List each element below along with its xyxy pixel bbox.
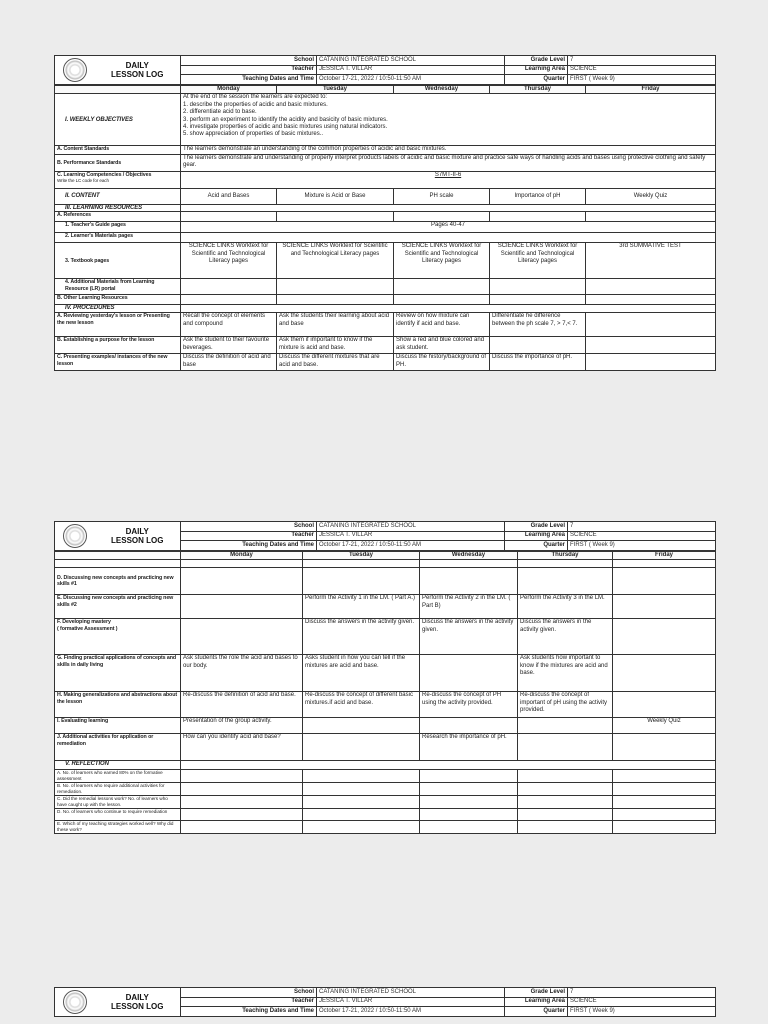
rowC-thu: Discuss the importance of pH. bbox=[490, 354, 586, 371]
ref-fri bbox=[586, 212, 716, 222]
rowB-thu bbox=[490, 337, 586, 354]
rowG-wed bbox=[420, 655, 518, 692]
textbook-mon: SCIENCE LINKS Worktext for Scientific and Technological Literacy pages bbox=[181, 243, 277, 279]
textbook-wed: SCIENCE LINKS Worktext for Scientific and Technological Literacy pages bbox=[394, 243, 490, 279]
dll-title: DAILY LESSON LOG bbox=[95, 988, 181, 1017]
rowA-label: A. Reviewing yesterday's lesson or Presenting the new lesson bbox=[55, 313, 181, 337]
dates-value: October 17-21, 2022 / 10:50-11:50 AM bbox=[317, 75, 505, 85]
reflection-e: E. Which of my teaching strategies worked well? Why did these work? bbox=[55, 821, 181, 834]
rowJ-fri bbox=[613, 734, 716, 761]
school-label: School bbox=[181, 522, 317, 532]
rowA-wed: Review on how mixture can identify if acid and base. bbox=[394, 313, 490, 337]
dates-label: Teaching Dates and Time bbox=[181, 541, 317, 551]
day-tuesday: Tuesday bbox=[277, 86, 394, 94]
rowF-thu: Discuss the answers in the activity given. bbox=[518, 619, 613, 655]
content-wed: PH scale bbox=[394, 188, 490, 204]
day-tuesday: Tuesday bbox=[303, 552, 420, 560]
other-tue bbox=[277, 295, 394, 305]
quarter-value: FIRST ( Week 9) bbox=[568, 1007, 716, 1017]
teacher-label: Teacher bbox=[181, 997, 317, 1007]
rowJ-tue bbox=[303, 734, 420, 761]
comp-label: C. Learning Competencies / Objectives Write the LC code for each bbox=[55, 171, 181, 188]
other-wed bbox=[394, 295, 490, 305]
dll-title: DAILY LESSON LOG bbox=[95, 522, 181, 551]
rowE-label: E. Discussing new concepts and practicing new skills #2 bbox=[55, 595, 181, 619]
quarter-label: Quarter bbox=[505, 75, 568, 85]
objectives-text: At the end of the session the learners are expected to: 1. describe the properties of acidic and basic mixtures. 2. differentiate acid to base. 3. perform an experiment to identify the acidity and basicity of basic mixtures. 4. investigate properties of acidic and basic mixtures using natural indicators. 5. show appreciation of properties of basic mixtures.. bbox=[181, 94, 716, 146]
rowF-tue: Discuss the answers in the activity given. bbox=[303, 619, 420, 655]
rowH-wed: Re-discuss the concept of PH using the activity provided. bbox=[420, 692, 518, 718]
day-wednesday: Wednesday bbox=[394, 86, 490, 94]
rowD-fri bbox=[613, 568, 716, 595]
content-std-label: A. Content Standards bbox=[55, 146, 181, 154]
grade-label: Grade Level bbox=[505, 522, 568, 532]
quarter-label: Quarter bbox=[505, 1007, 568, 1017]
dates-value: October 17-21, 2022 / 10:50-11:50 AM bbox=[317, 541, 505, 551]
teacher-label: Teacher bbox=[181, 531, 317, 541]
resources-label: III. LEARNING RESOURCES bbox=[55, 204, 181, 212]
grade-value: 7 bbox=[568, 56, 716, 66]
tg-pages: Pages 40-47 bbox=[181, 222, 716, 233]
content-label: II. CONTENT bbox=[55, 188, 181, 204]
rowG-label: G. Finding practical applications of concepts and skills in daily living bbox=[55, 655, 181, 692]
rowC-label: C. Presenting examples/ instances of the new lesson bbox=[55, 354, 181, 371]
rowE-tue: Perform the Activity 1 in the LM. ( Part A.) bbox=[303, 595, 420, 619]
ref-thu bbox=[490, 212, 586, 222]
quarter-value: FIRST ( Week 9) bbox=[568, 75, 716, 85]
perf-std-text: The learners demonstrate and understanding of properly interpret products labels of acidic and basic mixture and practice safe ways of handling acids and bases using protective clothing and safety gear. bbox=[181, 154, 716, 171]
ref-wed bbox=[394, 212, 490, 222]
school-label: School bbox=[181, 56, 317, 66]
lm-label: 2. Learner's Materials pages bbox=[55, 233, 181, 243]
day-monday: Monday bbox=[181, 86, 277, 94]
day-blank bbox=[55, 552, 181, 560]
day-blank bbox=[55, 86, 181, 94]
school-value: CATANING INTEGRATED SCHOOL bbox=[317, 56, 505, 66]
grade-value: 7 bbox=[568, 988, 716, 998]
rowE-wed: Perform the Activity 2 in the LM. ( Part B) bbox=[420, 595, 518, 619]
content-thu: Importance of pH bbox=[490, 188, 586, 204]
content-tue: Mixture is Acid or Base bbox=[277, 188, 394, 204]
dates-label: Teaching Dates and Time bbox=[181, 75, 317, 85]
content-std-text: The learners demonstrate an understanding of the common properties of acidic and basic mixtures. bbox=[181, 146, 716, 154]
rowI-fri: Weekly Quiz bbox=[613, 718, 716, 734]
rowB-fri bbox=[586, 337, 716, 354]
lr-thu bbox=[490, 279, 586, 295]
references-label: A. References bbox=[55, 212, 181, 222]
rowA-thu: Differentiate he difference between the ph scale 7, > 7,< 7. bbox=[490, 313, 586, 337]
rowJ-mon: How can you identify acid and base? bbox=[181, 734, 303, 761]
grade-label: Grade Level bbox=[505, 988, 568, 998]
rowE-mon bbox=[181, 595, 303, 619]
rowD-mon bbox=[181, 568, 303, 595]
rowJ-thu bbox=[518, 734, 613, 761]
reflection-blank bbox=[181, 761, 716, 770]
day-friday: Friday bbox=[613, 552, 716, 560]
rowG-tue: Asks student in how you can tell if the mixtures are acid and base. bbox=[303, 655, 420, 692]
dates-label: Teaching Dates and Time bbox=[181, 1007, 317, 1017]
textbook-thu: SCIENCE LINKS Worktext for Scientific and Technological Literacy pages bbox=[490, 243, 586, 279]
rowJ-wed: Research the importance of pH. bbox=[420, 734, 518, 761]
header-table-3 bbox=[54, 987, 716, 1017]
lm-blank bbox=[181, 233, 716, 243]
rowI-tue bbox=[303, 718, 420, 734]
rowH-label: H. Making generalizations and abstractions about the lesson bbox=[55, 692, 181, 718]
rowD-label: D. Discussing new concepts and practicing new skills #1 bbox=[55, 568, 181, 595]
reflection-b: B. No. of learners who require additional activities for remediation. bbox=[55, 783, 181, 796]
rowB-wed: Show a red and blue colored and ask student. bbox=[394, 337, 490, 354]
rowD-thu bbox=[518, 568, 613, 595]
teacher-value: JESSICA T. VILLAR bbox=[317, 997, 505, 1007]
rowJ-label: J. Additional activities for application or remediation bbox=[55, 734, 181, 761]
rowB-tue: Ask them if important to know if the mixture is acid and base. bbox=[277, 337, 394, 354]
header-table-2 bbox=[54, 521, 716, 551]
area-value: SCIENCE bbox=[568, 531, 716, 541]
day-friday: Friday bbox=[586, 86, 716, 94]
textbook-tue: SCIENCE LINKS Worktext for Scientific and Technological Literacy pages bbox=[277, 243, 394, 279]
dates-value: October 17-21, 2022 / 10:50-11:50 AM bbox=[317, 1007, 505, 1017]
other-label: B. Other Learning Resources bbox=[55, 295, 181, 305]
rowH-mon: Re-discuss the definition of acid and base. bbox=[181, 692, 303, 718]
other-mon bbox=[181, 295, 277, 305]
lr-label: 4. Additional Materials from Learning Resource (LR) portal bbox=[55, 279, 181, 295]
rowF-label: F. Developing mastery ( formative Assessment ) bbox=[55, 619, 181, 655]
objectives-label: I. WEEKLY OBJECTIVES bbox=[55, 94, 181, 146]
other-fri bbox=[586, 295, 716, 305]
reflection-d: D. No. of learners who continue to require remediation bbox=[55, 809, 181, 821]
deped-seal-cell bbox=[55, 988, 95, 1017]
resources-blank bbox=[181, 204, 716, 212]
deped-seal-icon bbox=[63, 990, 87, 1014]
perf-std-label: B. Performance Standards bbox=[55, 154, 181, 171]
deped-seal-cell bbox=[55, 56, 95, 85]
rowI-label: I. Evaluating learning bbox=[55, 718, 181, 734]
days-row bbox=[55, 86, 716, 94]
rowF-mon bbox=[181, 619, 303, 655]
textbook-fri: 3rd SUMMATIVE TEST bbox=[586, 243, 716, 279]
rowA-mon: Recall the concept of elements and compound bbox=[181, 313, 277, 337]
quarter-label: Quarter bbox=[505, 541, 568, 551]
rowC-fri bbox=[586, 354, 716, 371]
lesson-table-2 bbox=[54, 551, 716, 834]
rowC-wed: Discuss the history/background of PH. bbox=[394, 354, 490, 371]
rowA-tue: Ask the students their learning about acid and base bbox=[277, 313, 394, 337]
deped-seal-icon bbox=[63, 58, 87, 82]
rowH-thu: Re-discuss the concept of important of pH using the activity provided. bbox=[518, 692, 613, 718]
rowA-fri bbox=[586, 313, 716, 337]
deped-seal-icon bbox=[63, 524, 87, 548]
textbook-label: 3. Textbook pages bbox=[55, 243, 181, 279]
spacer-row bbox=[55, 560, 716, 568]
rowG-thu: Ask students how important to know if the mixtures are acid and base. bbox=[518, 655, 613, 692]
ref-tue bbox=[277, 212, 394, 222]
rowG-fri bbox=[613, 655, 716, 692]
lr-tue bbox=[277, 279, 394, 295]
area-label: Learning Area bbox=[505, 997, 568, 1007]
day-wednesday: Wednesday bbox=[420, 552, 518, 560]
quarter-value: FIRST ( Week 9) bbox=[568, 541, 716, 551]
rowC-tue: Discuss the different mixtures that are acid and base. bbox=[277, 354, 394, 371]
school-value: CATANING INTEGRATED SCHOOL bbox=[317, 522, 505, 532]
rowI-mon: Presentation of the group activity. bbox=[181, 718, 303, 734]
rowH-fri bbox=[613, 692, 716, 718]
day-thursday: Thursday bbox=[518, 552, 613, 560]
grade-value: 7 bbox=[568, 522, 716, 532]
other-thu bbox=[490, 295, 586, 305]
rowF-wed: Discuss the answers in the activity given. bbox=[420, 619, 518, 655]
rowC-mon: Discuss the definition of acid and base bbox=[181, 354, 277, 371]
reflection-label: V. REFLECTION bbox=[55, 761, 181, 770]
rowD-tue bbox=[303, 568, 420, 595]
lr-fri bbox=[586, 279, 716, 295]
area-value: SCIENCE bbox=[568, 997, 716, 1007]
content-mon: Acid and Bases bbox=[181, 188, 277, 204]
procedures-blank bbox=[181, 305, 716, 313]
reflection-a: A. No. of learners who earned 80% on the formative assessment bbox=[55, 770, 181, 783]
lr-wed bbox=[394, 279, 490, 295]
area-label: Learning Area bbox=[505, 65, 568, 75]
page-3 bbox=[54, 987, 715, 1017]
area-label: Learning Area bbox=[505, 531, 568, 541]
school-value: CATANING INTEGRATED SCHOOL bbox=[317, 988, 505, 998]
days-row bbox=[55, 552, 716, 560]
comp-code: S7MT-II-6 bbox=[181, 171, 716, 188]
deped-seal-cell bbox=[55, 522, 95, 551]
area-value: SCIENCE bbox=[568, 65, 716, 75]
teacher-value: JESSICA T. VILLAR bbox=[317, 65, 505, 75]
rowH-tue: Re-discuss the concept of different basic mixtures.if acid and base. bbox=[303, 692, 420, 718]
school-label: School bbox=[181, 988, 317, 998]
procedures-label: IV. PROCEDURES bbox=[55, 305, 181, 313]
day-monday: Monday bbox=[181, 552, 303, 560]
rowB-label: B. Establishing a purpose for the lesson bbox=[55, 337, 181, 354]
ref-mon bbox=[181, 212, 277, 222]
rowD-wed bbox=[420, 568, 518, 595]
teacher-label: Teacher bbox=[181, 65, 317, 75]
rowI-wed bbox=[420, 718, 518, 734]
lesson-table-1 bbox=[54, 85, 716, 371]
rowE-thu: Perform the Activity 3 in the LM. bbox=[518, 595, 613, 619]
rowE-fri bbox=[613, 595, 716, 619]
page-2 bbox=[54, 521, 715, 834]
teacher-value: JESSICA T. VILLAR bbox=[317, 531, 505, 541]
reflection-c: C. Did the remedial lessons work? No. of learners who have caught up with the lesson. bbox=[55, 796, 181, 809]
page-1 bbox=[54, 55, 715, 371]
rowB-mon: Ask the student to their favourite beverages. bbox=[181, 337, 277, 354]
rowG-mon: Ask students the role the acid and bases to our body. bbox=[181, 655, 303, 692]
header-table bbox=[54, 55, 716, 85]
rowF-fri bbox=[613, 619, 716, 655]
day-thursday: Thursday bbox=[490, 86, 586, 94]
tg-label: 1. Teacher's Guide pages bbox=[55, 222, 181, 233]
lr-mon bbox=[181, 279, 277, 295]
content-fri: Weekly Quiz bbox=[586, 188, 716, 204]
rowI-thu bbox=[518, 718, 613, 734]
dll-title: DAILY LESSON LOG bbox=[95, 56, 181, 85]
grade-label: Grade Level bbox=[505, 56, 568, 66]
